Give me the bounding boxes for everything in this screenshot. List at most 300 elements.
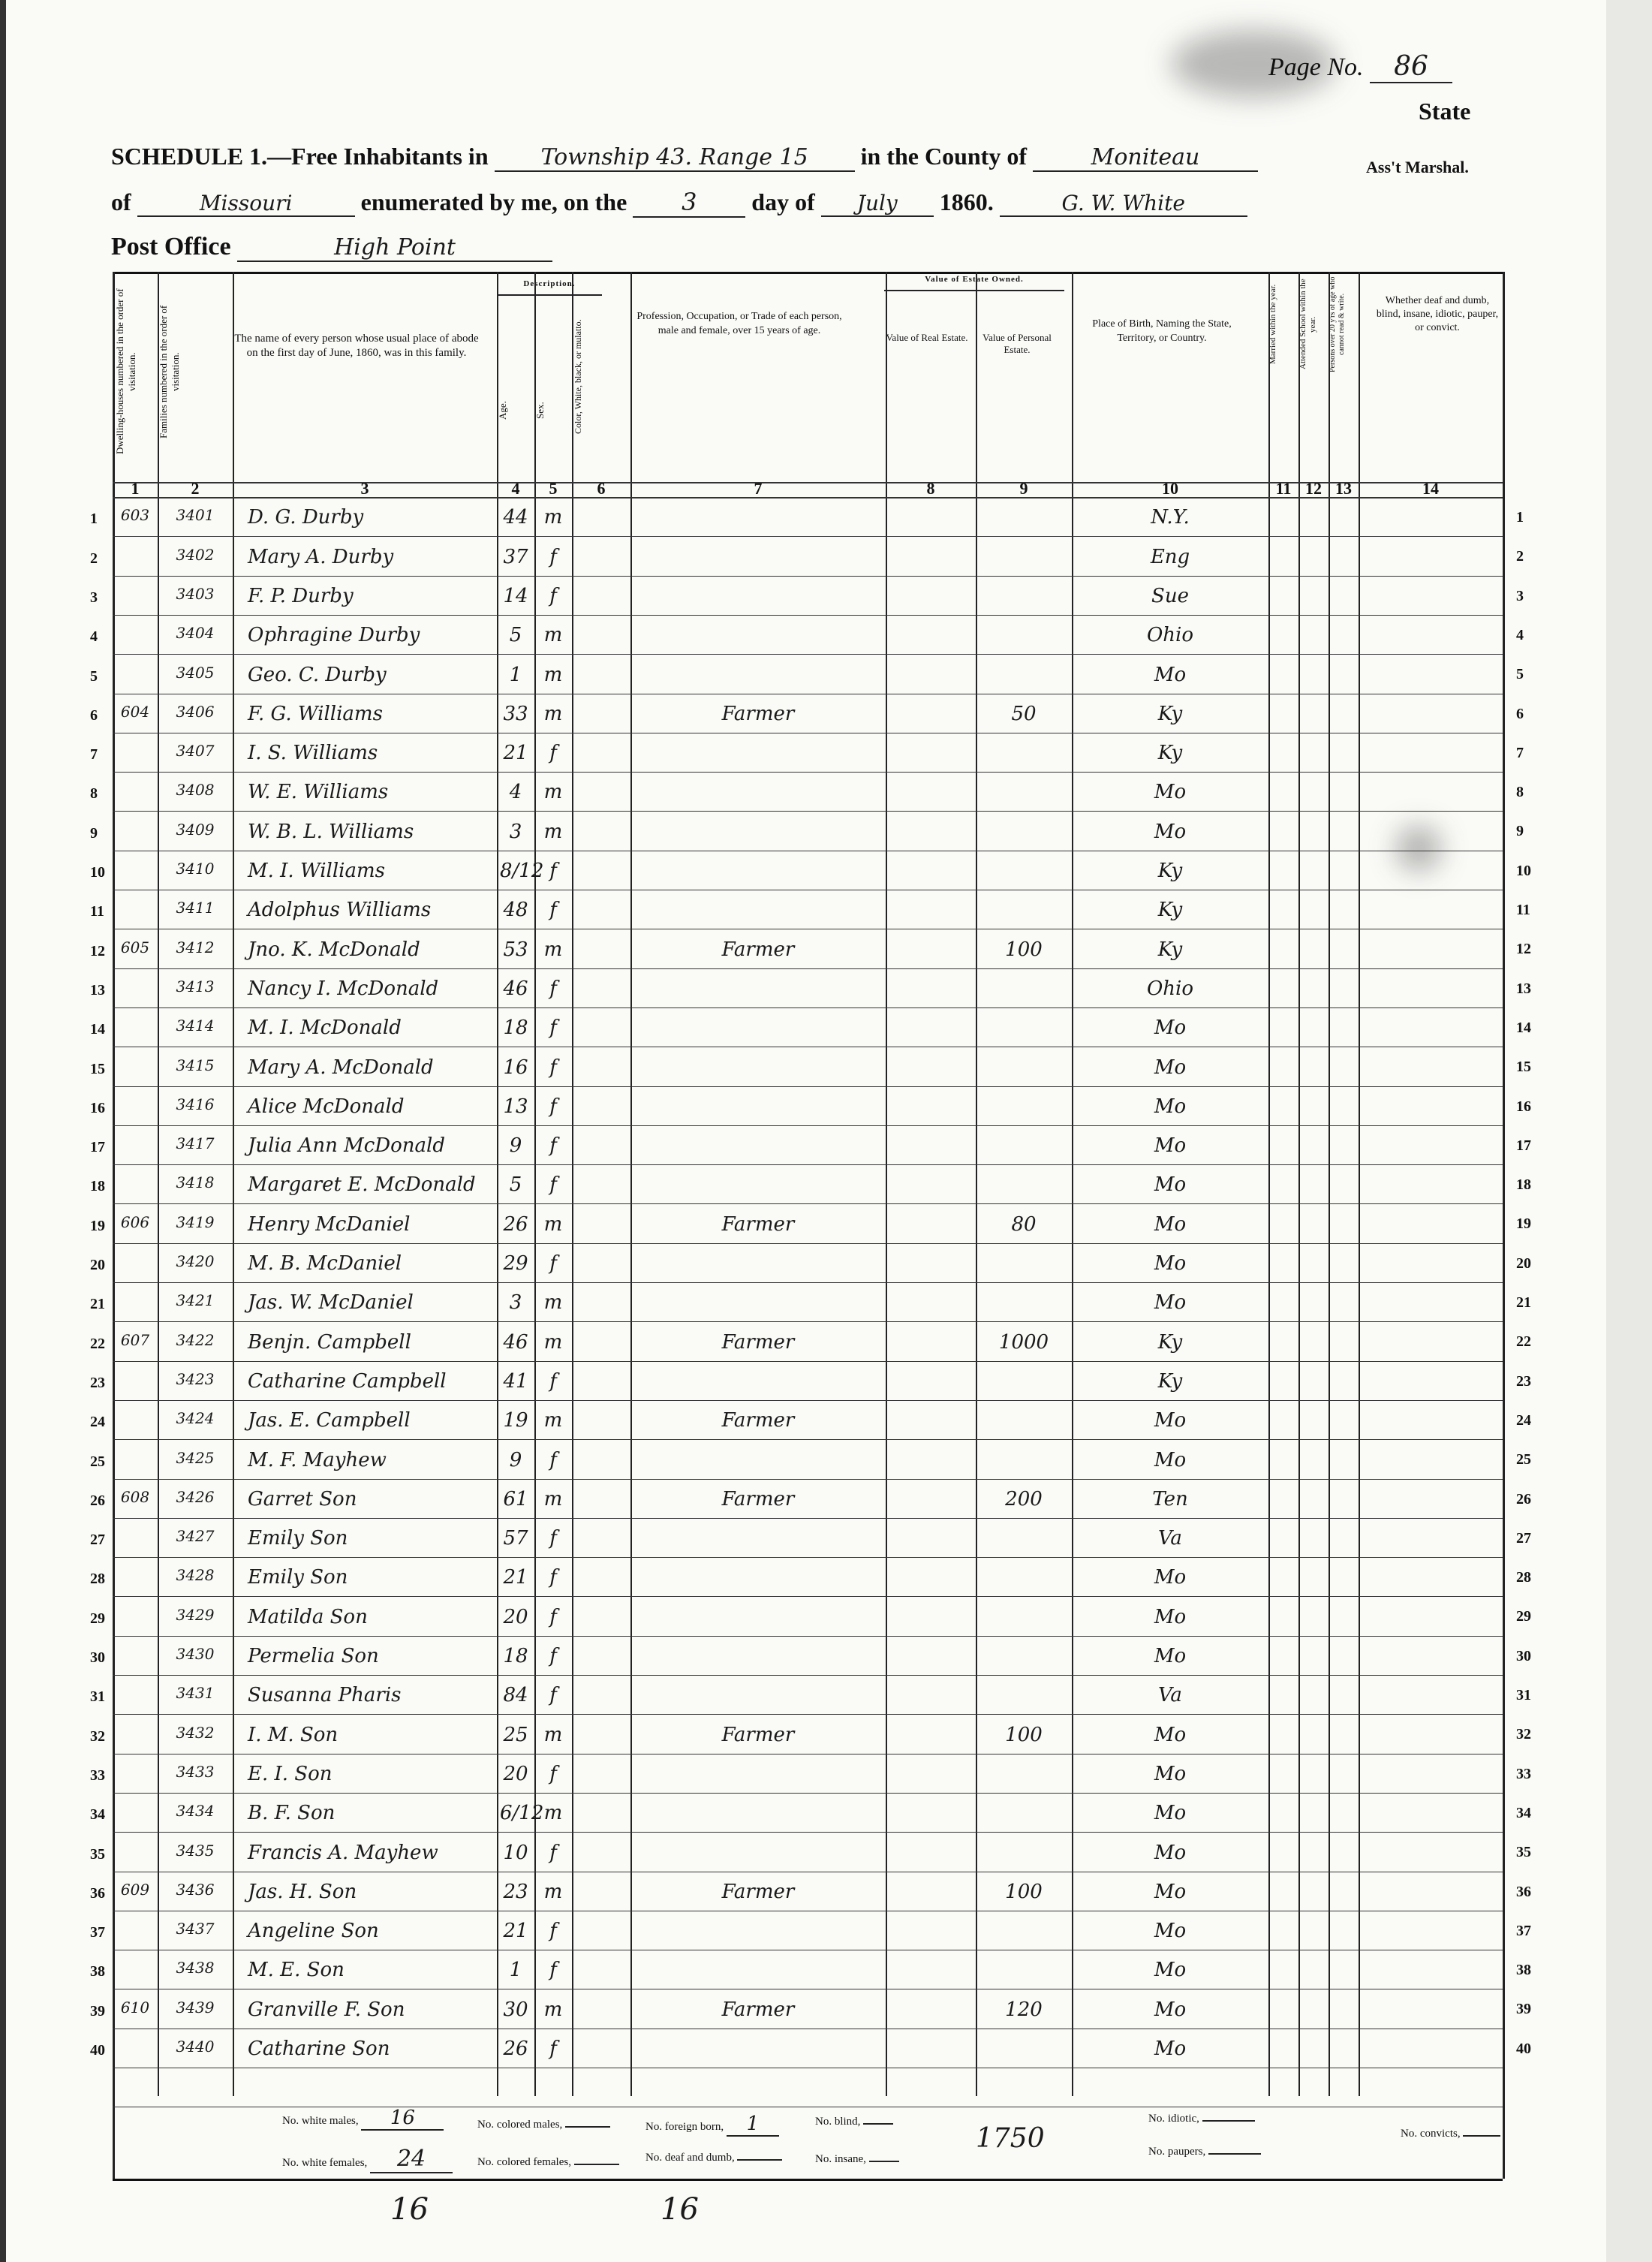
age: 5 xyxy=(509,1173,522,1197)
place-of-birth: Mo xyxy=(1154,1802,1187,1825)
colored-females xyxy=(477,2156,619,2169)
line-number: 16 xyxy=(90,1099,105,1116)
white-males-value: 16 xyxy=(361,2107,444,2131)
margin-line-number: 19 xyxy=(1516,1215,1531,1233)
personal-estate-value: 100 xyxy=(1005,1723,1043,1746)
family-number: 3422 xyxy=(176,1330,215,1349)
place-of-birth: Sue xyxy=(1151,584,1189,607)
age: 1 xyxy=(509,663,522,686)
marshal-label: Ass't Marshal. xyxy=(1366,158,1469,176)
column-number: 5 xyxy=(549,479,558,498)
person-name: W. B. L. Williams xyxy=(248,820,414,843)
person-name: Henry McDaniel xyxy=(248,1212,411,1236)
family-number: 3432 xyxy=(176,1723,215,1742)
row-rule xyxy=(113,1243,1503,1244)
column-rule xyxy=(1268,272,1270,2096)
right-edge xyxy=(1606,0,1652,2262)
age: 61 xyxy=(503,1487,528,1511)
family-number: 3403 xyxy=(176,584,215,603)
personal-estate-value: 50 xyxy=(1011,702,1037,725)
age: 9 xyxy=(509,1448,522,1471)
person-name: Garret Son xyxy=(248,1487,357,1511)
row-rule xyxy=(113,1439,1503,1440)
margin-line-number: 24 xyxy=(1516,1411,1531,1429)
line-number: 34 xyxy=(90,1806,105,1824)
family-number: 3409 xyxy=(176,820,215,839)
person-name: Jas. W. McDaniel xyxy=(248,1291,414,1315)
occupation: Farmer xyxy=(721,938,795,961)
family-number: 3439 xyxy=(176,1998,215,2017)
occupation: Farmer xyxy=(721,1880,795,1903)
family-number: 3421 xyxy=(176,1291,215,1310)
person-name: Julia Ann McDonald xyxy=(248,1134,445,1158)
sex: m xyxy=(543,702,563,725)
county-value: Moniteau xyxy=(1033,144,1258,172)
place-of-birth: Mo xyxy=(1154,1762,1187,1785)
col-7-head: Profession, Occupation, or Trade of each person, male and female, over 15 years of age. xyxy=(636,311,842,336)
age: 1 xyxy=(509,1959,522,1982)
person-name: I. S. Williams xyxy=(248,742,378,765)
dwelling-number: 603 xyxy=(120,506,150,525)
row-rule xyxy=(113,1361,1503,1362)
group-rule xyxy=(884,290,1064,291)
person-name: M. I. McDonald xyxy=(248,1017,402,1040)
person-name: Angeline Son xyxy=(248,1920,379,1943)
place-of-birth: Mo xyxy=(1154,2038,1187,2060)
person-name: M. E. Son xyxy=(248,1959,345,1982)
line-number: 9 xyxy=(90,824,98,842)
margin-line-number: 35 xyxy=(1516,1844,1531,1861)
row-rule xyxy=(113,1675,1503,1676)
row-rule xyxy=(113,1321,1503,1322)
sex: f xyxy=(549,1920,557,1943)
person-name: Jas. H. Son xyxy=(248,1880,357,1903)
margin-line-number: 32 xyxy=(1516,1726,1531,1743)
family-number: 3406 xyxy=(176,702,215,721)
page-number-value: 86 xyxy=(1370,51,1452,83)
age: 53 xyxy=(503,938,528,961)
convicts xyxy=(1401,2128,1500,2140)
age: 33 xyxy=(503,702,528,725)
line-number: 18 xyxy=(90,1178,105,1195)
sex: f xyxy=(549,1684,557,1707)
family-number: 3435 xyxy=(176,1841,215,1860)
margin-line-number: 29 xyxy=(1516,1608,1531,1625)
line-number: 23 xyxy=(90,1374,105,1391)
col-12-head: Attended School within the year. xyxy=(1298,279,1317,370)
age: 20 xyxy=(503,1762,528,1785)
person-name: I. M. Son xyxy=(248,1723,339,1746)
family-number: 3428 xyxy=(176,1566,215,1585)
sex: m xyxy=(543,506,563,529)
sex: f xyxy=(549,1841,557,1864)
person-name: W. E. Williams xyxy=(248,781,389,804)
place-of-birth: Ky xyxy=(1157,860,1183,882)
place-of-birth: Mo xyxy=(1154,1095,1187,1118)
sex: f xyxy=(549,977,557,1000)
line-number: 39 xyxy=(90,2002,105,2020)
personal-estate-value: 120 xyxy=(1005,1998,1043,2021)
idiotic xyxy=(1148,2113,1255,2125)
column-rule xyxy=(1503,272,1505,2179)
sex: f xyxy=(549,1645,557,1667)
column-rule xyxy=(630,272,632,2096)
place-of-birth: Va xyxy=(1158,1684,1182,1707)
paupers xyxy=(1148,2146,1261,2158)
blind xyxy=(815,2116,893,2128)
family-number: 3405 xyxy=(176,663,215,682)
place-of-birth: Ky xyxy=(1157,1369,1183,1393)
age: 26 xyxy=(503,1212,528,1236)
sex: m xyxy=(543,781,563,804)
margin-line-number: 17 xyxy=(1516,1137,1531,1154)
age: 13 xyxy=(503,1095,528,1118)
age: 18 xyxy=(503,1645,528,1667)
family-number: 3419 xyxy=(176,1212,215,1231)
margin-line-number: 26 xyxy=(1516,1490,1531,1507)
foreign-born-label: No. foreign born, xyxy=(645,2121,724,2133)
column-number: 3 xyxy=(360,479,369,498)
age: 9 xyxy=(509,1134,522,1158)
place-of-birth: Ten xyxy=(1152,1487,1188,1511)
age: 30 xyxy=(503,1998,528,2021)
line-number: 35 xyxy=(90,1845,105,1863)
sex: m xyxy=(543,1802,563,1825)
township-value: Township 43. Range 15 xyxy=(495,144,855,172)
group-rule xyxy=(497,294,602,296)
family-number: 3437 xyxy=(176,1920,215,1938)
person-name: Margaret E. McDonald xyxy=(248,1173,476,1197)
post-office-line xyxy=(111,233,552,262)
colored-males xyxy=(477,2119,610,2131)
place-of-birth: Mo xyxy=(1154,1056,1187,1079)
place-of-birth: Ohio xyxy=(1146,624,1194,647)
person-name: Catharine Campbell xyxy=(248,1369,447,1393)
col-9-head: Value of Personal Estate. xyxy=(982,332,1052,355)
row-rule xyxy=(113,1164,1503,1165)
sex: f xyxy=(549,1134,557,1158)
person-name: Susanna Pharis xyxy=(248,1684,402,1707)
margin-line-number: 28 xyxy=(1516,1569,1531,1586)
family-number: 3402 xyxy=(176,545,215,564)
place-of-birth: Mo xyxy=(1154,1645,1187,1667)
row-rule xyxy=(113,1086,1503,1087)
colored-females-value xyxy=(574,2164,619,2165)
col-10-head: Place of Birth, Naming the State, Territory, or Country. xyxy=(1092,318,1232,344)
sex: f xyxy=(549,1448,557,1471)
margin-line-number: 3 xyxy=(1516,587,1524,604)
sex: f xyxy=(549,1369,557,1393)
line-number: 1 xyxy=(90,511,98,528)
place-of-birth: Mo xyxy=(1154,1920,1187,1943)
age: 21 xyxy=(503,1920,528,1943)
col-13-head: Persons over 20 y'rs of age who cannot read & write. xyxy=(1329,276,1346,372)
enumerated-label: enumerated by me, on the xyxy=(360,188,627,215)
row-rule xyxy=(113,1832,1503,1833)
column-number: 11 xyxy=(1275,479,1292,498)
family-number: 3430 xyxy=(176,1645,215,1663)
sex: m xyxy=(543,624,563,647)
personal-estate-value: 100 xyxy=(1005,1880,1043,1903)
column-rule xyxy=(976,272,977,2096)
margin-line-number: 33 xyxy=(1516,1765,1531,1782)
convicts-label: No. convicts, xyxy=(1401,2128,1461,2140)
place-of-birth: Mo xyxy=(1154,1173,1187,1197)
margin-line-number: 27 xyxy=(1516,1529,1531,1547)
margin-line-number: 6 xyxy=(1516,705,1524,722)
age: 3 xyxy=(509,1291,522,1315)
age: 46 xyxy=(503,977,528,1000)
insane xyxy=(815,2153,899,2166)
family-number: 3425 xyxy=(176,1448,215,1467)
place-of-birth: Ky xyxy=(1157,702,1183,725)
person-name: Geo. C. Durby xyxy=(248,663,387,686)
line-number: 4 xyxy=(90,628,98,646)
row-rule xyxy=(113,1793,1503,1794)
place-of-birth: Mo xyxy=(1154,1566,1187,1589)
row-rule xyxy=(113,968,1503,969)
age: 29 xyxy=(503,1252,528,1275)
row-rule xyxy=(113,1518,1503,1519)
state-label: State xyxy=(1419,98,1471,125)
age: 4 xyxy=(509,781,522,804)
dwelling-number: 604 xyxy=(120,702,150,721)
sex: f xyxy=(549,1017,557,1040)
dwelling-number: 605 xyxy=(120,938,150,956)
person-name: F. P. Durby xyxy=(248,584,354,607)
person-name: Emily Son xyxy=(248,1527,348,1550)
occupation: Farmer xyxy=(721,1212,795,1236)
line-number: 28 xyxy=(90,1571,105,1588)
age: 41 xyxy=(503,1369,528,1393)
place-of-birth: Eng xyxy=(1150,545,1190,568)
insane-label: No. insane, xyxy=(815,2153,866,2165)
paupers-label: No. paupers, xyxy=(1148,2146,1206,2158)
margin-line-number: 39 xyxy=(1516,2001,1531,2018)
person-name: Mary A. McDonald xyxy=(248,1056,434,1079)
line-number: 32 xyxy=(90,1727,105,1745)
margin-line-number: 14 xyxy=(1516,1019,1531,1036)
family-number: 3411 xyxy=(176,899,215,917)
line-number: 2 xyxy=(90,550,98,567)
row-rule xyxy=(113,654,1503,655)
person-name: M. F. Mayhew xyxy=(248,1448,387,1471)
family-number: 3426 xyxy=(176,1487,215,1506)
sex: f xyxy=(549,742,557,765)
margin-line-number: 1 xyxy=(1516,509,1524,526)
white-females xyxy=(282,2146,453,2173)
family-number: 3429 xyxy=(176,1605,215,1624)
line-number: 20 xyxy=(90,1257,105,1273)
col-3-head: The name of every person whose usual place of abode on the first day of June, 1860, was in this family. xyxy=(234,333,479,359)
line-number: 40 xyxy=(90,2042,105,2059)
family-number: 3433 xyxy=(176,1762,215,1781)
sex: f xyxy=(549,1959,557,1982)
sex: f xyxy=(549,2038,557,2060)
person-name: Nancy I. McDonald xyxy=(248,977,439,1000)
place-of-birth: Mo xyxy=(1154,1134,1187,1158)
sex: f xyxy=(549,545,557,568)
line-number: 38 xyxy=(90,1963,105,1980)
col-1-head: Dwelling-houses numbered in the order of visitation. xyxy=(114,288,137,455)
family-number: 3418 xyxy=(176,1173,215,1192)
personal-estate-value: 80 xyxy=(1011,1212,1037,1236)
table-bottom-rule xyxy=(113,2179,1503,2181)
age: 6/12 xyxy=(500,1802,544,1825)
line-number: 5 xyxy=(90,667,98,685)
row-rule xyxy=(113,811,1503,812)
age: 3 xyxy=(509,820,522,843)
sex: f xyxy=(549,1252,557,1275)
sex: m xyxy=(543,1487,563,1511)
sex: f xyxy=(549,584,557,607)
foreign-born-value: 1 xyxy=(727,2113,779,2137)
month-value: July xyxy=(821,191,934,217)
margin-line-number: 38 xyxy=(1516,1962,1531,1979)
blind-label: No. blind, xyxy=(815,2116,861,2128)
line-number: 27 xyxy=(90,1532,105,1549)
age: 16 xyxy=(503,1056,528,1079)
place-of-birth: Mo xyxy=(1154,1212,1187,1236)
person-name: Mary A. Durby xyxy=(248,545,394,568)
family-number: 3414 xyxy=(176,1017,215,1035)
person-name: Francis A. Mayhew xyxy=(248,1841,438,1864)
col-4-head: Age. xyxy=(497,401,508,420)
family-number: 3412 xyxy=(176,938,215,956)
place-of-birth: Mo xyxy=(1154,1841,1187,1864)
line-number: 10 xyxy=(90,864,105,881)
age: 21 xyxy=(503,1566,528,1589)
row-rule xyxy=(113,1282,1503,1283)
margin-line-number: 23 xyxy=(1516,1372,1531,1390)
margin-line-number: 4 xyxy=(1516,626,1524,643)
line-number: 7 xyxy=(90,746,98,764)
place-of-birth: Mo xyxy=(1154,663,1187,686)
column-number: 12 xyxy=(1305,479,1322,498)
sex: f xyxy=(549,1605,557,1628)
state-value: Missouri xyxy=(137,191,355,217)
line-number: 25 xyxy=(90,1453,105,1470)
occupation: Farmer xyxy=(721,1330,795,1354)
occupation: Farmer xyxy=(721,1487,795,1511)
personal-estate-value: 200 xyxy=(1005,1487,1043,1511)
place-of-birth: Mo xyxy=(1154,1998,1187,2021)
column-rule xyxy=(233,272,234,2096)
margin-line-number: 16 xyxy=(1516,1098,1531,1115)
line-number: 24 xyxy=(90,1414,105,1431)
margin-line-number: 7 xyxy=(1516,744,1524,761)
person-name: Granville F. Son xyxy=(248,1998,405,2021)
age: 21 xyxy=(503,742,528,765)
column-number: 10 xyxy=(1162,479,1178,498)
age: 46 xyxy=(503,1330,528,1354)
age: 48 xyxy=(503,899,528,922)
deaf-dumb-value xyxy=(737,2159,782,2161)
family-number: 3416 xyxy=(176,1095,215,1113)
column-rule xyxy=(1298,272,1300,2096)
margin-line-number: 18 xyxy=(1516,1176,1531,1194)
person-name: Jas. E. Campbell xyxy=(248,1409,411,1432)
column-rule xyxy=(1072,272,1073,2096)
place-of-birth: Mo xyxy=(1154,1605,1187,1628)
sex: f xyxy=(549,1095,557,1118)
bottom-note: 16 xyxy=(390,2192,429,2227)
person-name: D. G. Durby xyxy=(248,506,364,529)
margin-line-number: 2 xyxy=(1516,548,1524,565)
line-number: 12 xyxy=(90,942,105,959)
idiotic-value xyxy=(1202,2120,1255,2122)
post-office-value: High Point xyxy=(237,234,552,262)
line-number: 14 xyxy=(90,1021,105,1038)
sex: f xyxy=(549,899,557,922)
sex: m xyxy=(543,1880,563,1903)
person-name: M. B. McDaniel xyxy=(248,1252,402,1275)
family-number: 3413 xyxy=(176,977,215,995)
dwelling-number: 610 xyxy=(120,1998,150,2017)
person-name: Catharine Son xyxy=(248,2038,390,2060)
line-number: 11 xyxy=(90,903,104,920)
place-of-birth: Ky xyxy=(1157,899,1183,922)
person-name: Benjn. Campbell xyxy=(248,1330,411,1354)
sex: m xyxy=(543,663,563,686)
occupation: Farmer xyxy=(721,1998,795,2021)
margin-line-number: 15 xyxy=(1516,1059,1531,1076)
col-14-head: Whether deaf and dumb, blind, insane, idiotic, pauper, or convict. xyxy=(1376,295,1499,333)
deaf-dumb-label: No. deaf and dumb, xyxy=(645,2152,735,2164)
place-of-birth: Mo xyxy=(1154,820,1187,843)
person-name: B. F. Son xyxy=(248,1802,336,1825)
place-of-birth: Mo xyxy=(1154,1017,1187,1040)
line-number: 19 xyxy=(90,1217,105,1234)
row-rule xyxy=(113,576,1503,577)
row-rule xyxy=(113,1714,1503,1715)
line-number: 22 xyxy=(90,1335,105,1352)
occupation: Farmer xyxy=(721,1409,795,1432)
page-number xyxy=(1268,51,1452,83)
family-number: 3420 xyxy=(176,1252,215,1270)
line-number: 6 xyxy=(90,706,98,724)
person-name: E. I. Son xyxy=(248,1762,333,1785)
page-label: Page No. xyxy=(1268,53,1364,81)
column-number: 2 xyxy=(191,479,200,498)
person-name: Permelia Son xyxy=(248,1645,379,1667)
person-name: Matilda Son xyxy=(248,1605,368,1628)
column-rule xyxy=(886,272,887,2096)
margin-line-number: 13 xyxy=(1516,980,1531,997)
column-number: 6 xyxy=(597,479,606,498)
age: 18 xyxy=(503,1017,528,1040)
age: 14 xyxy=(503,584,528,607)
family-number: 3404 xyxy=(176,624,215,643)
row-rule xyxy=(113,536,1503,537)
row-rule xyxy=(113,1203,1503,1204)
age: 84 xyxy=(503,1684,528,1707)
line-number: 31 xyxy=(90,1688,105,1706)
margin-line-number: 36 xyxy=(1516,1883,1531,1900)
person-name: Ophragine Durby xyxy=(248,624,420,647)
place-of-birth: Ohio xyxy=(1146,977,1194,1000)
sex: m xyxy=(543,1409,563,1432)
line-number: 30 xyxy=(90,1649,105,1666)
deaf-dumb xyxy=(645,2152,782,2164)
line-number: 36 xyxy=(90,1884,105,1902)
personal-estate-value: 100 xyxy=(1005,938,1043,961)
margin-line-number: 11 xyxy=(1516,902,1530,918)
family-number: 3434 xyxy=(176,1802,215,1821)
family-number: 3401 xyxy=(176,506,215,525)
margin-line-number: 21 xyxy=(1516,1294,1531,1311)
sex: m xyxy=(543,938,563,961)
